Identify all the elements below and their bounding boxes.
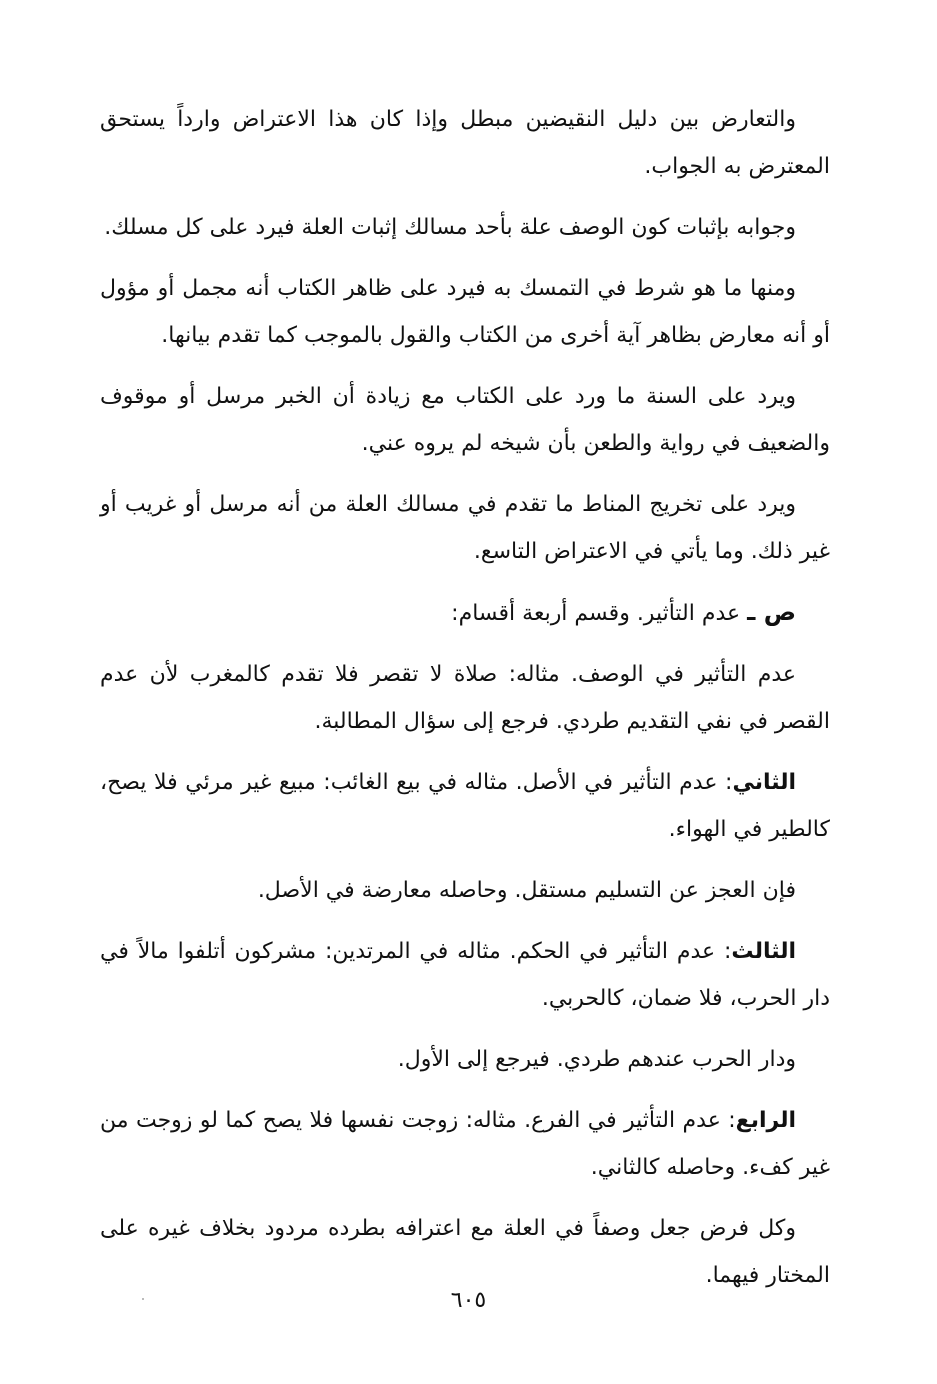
- section-heading-third: الثالث: [731, 939, 796, 964]
- paragraph-3: [100, 265, 830, 359]
- paragraph-12: [100, 1097, 830, 1191]
- section-heading-second: الثاني: [732, 770, 796, 795]
- paragraph-11-text: ودار الحرب عندهم طردي. فيرجع إلى الأول.: [397, 1047, 796, 1072]
- paragraph-2: [100, 204, 830, 251]
- page-number: ٦٠٥: [450, 1288, 487, 1313]
- section-heading-fourth: الرابع: [735, 1108, 796, 1133]
- paragraph-8-text: : عدم التأثير في الأصل. مثاله في بيع الغائب: مبيع غير مرئي فلا يصح، كالطير في الهواء.: [100, 770, 830, 842]
- paragraph-4-text: ويرد على السنة ما ورد على الكتاب مع زيادة أن الخبر مرسل أو موقوف والضعيف في رواية والطعن بأن شيخه لم يروه عني.: [100, 384, 830, 456]
- paragraph-1: [100, 96, 830, 190]
- scan-speck: [142, 1298, 144, 1300]
- paragraph-10-text: : عدم التأثير في الحكم. مثاله في المرتدين: مشركون أتلفوا مالاً في دار الحرب، فلا ضمان، كالحربي.: [100, 939, 830, 1011]
- paragraph-4: [100, 373, 830, 467]
- paragraph-7: [100, 651, 830, 745]
- paragraph-11: [100, 1036, 830, 1083]
- paragraph-5: [100, 481, 830, 575]
- paragraph-1-text: والتعارض بين دليل النقيضين مبطل وإذا كان هذا الاعتراض وارداً يستحق المعترض به الجواب.: [100, 107, 830, 179]
- paragraph-12-text: : عدم التأثير في الفرع. مثاله: زوجت نفسها فلا يصح كما لو زوجت من غير كفء. وحاصله كالثاني.: [100, 1108, 830, 1180]
- paragraph-9: [100, 867, 830, 914]
- paragraph-10: [100, 928, 830, 1022]
- paragraph-6: [100, 589, 830, 637]
- paragraph-3-text: ومنها ما هو شرط في التمسك به فيرد على ظاهر الكتاب أنه مجمل أو مؤول أو أنه معارض بظاهر آية أخرى من الكتاب والقول بالموجب كما تقدم بيانها.: [100, 276, 830, 348]
- paragraph-5-text: ويرد على تخريج المناط ما تقدم في مسالك العلة من أنه مرسل أو غريب أو غير ذلك. وما يأتي في الاعتراض التاسع.: [100, 492, 830, 564]
- paragraph-2-text: وجوابه بإثبات كون الوصف علة بأحد مسالك إثبات العلة فيرد على كل مسلك.: [104, 215, 796, 240]
- paragraph-13-text: وكل فرض جعل وصفاً في العلة مع اعترافه بطرده مردود بخلاف غيره على المختار فيهما.: [100, 1216, 830, 1288]
- section-marker: ص ـ: [747, 598, 796, 626]
- paragraph-9-text: فإن العجز عن التسليم مستقل. وحاصله معارضة في الأصل.: [257, 878, 796, 903]
- paragraph-7-text: عدم التأثير في الوصف. مثاله: صلاة لا تقصر فلا تقدم كالمغرب لأن عدم القصر في نفي التقديم طردي. فرجع إلى سؤال المطالبة.: [100, 662, 830, 734]
- paragraph-6-text: عدم التأثير. وقسم أربعة أقسام:: [451, 601, 748, 626]
- paragraph-13: [100, 1205, 830, 1299]
- paragraph-8: [100, 759, 830, 853]
- page-body: [100, 96, 830, 1313]
